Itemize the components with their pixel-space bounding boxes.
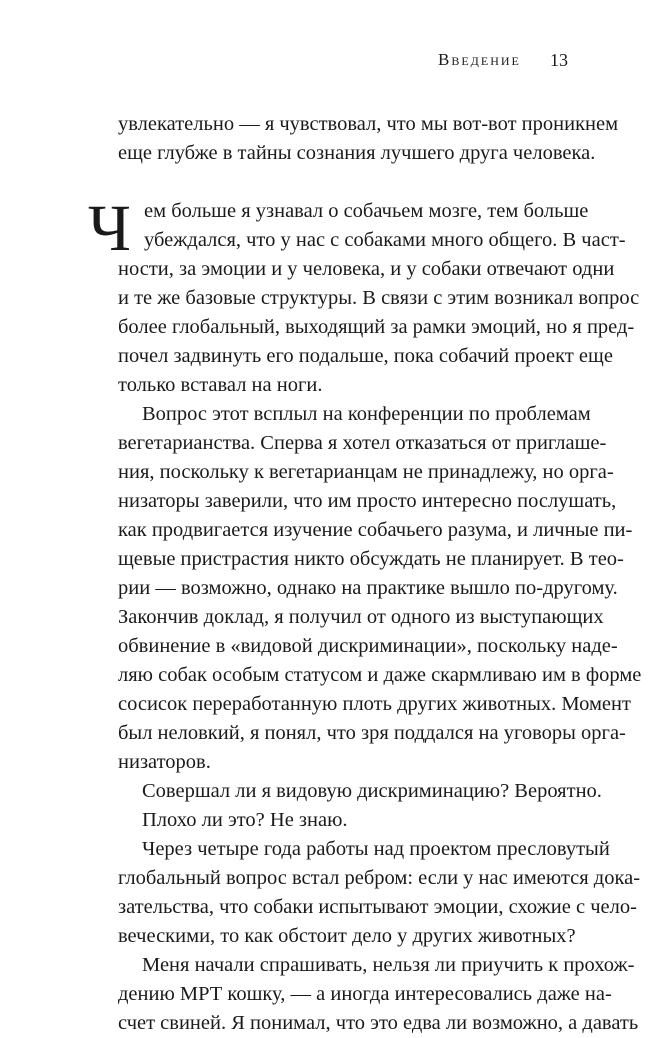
text-line: увлекательно — я чувствовал, что мы вот-вот проникнем [118, 113, 619, 135]
text-line: более глобальный, выходящий за рамки эмоций, но я пред- [118, 316, 635, 338]
paragraph-continuation [118, 110, 619, 168]
paragraph-dropcap [88, 192, 640, 400]
text-line: вегетарианства. Сперва я хотел отказаться от приглаше- [118, 432, 607, 454]
text-line: зательства, что собаки испытывают эмоции, схожие с чело- [118, 896, 637, 918]
text-line: Совершал ли я видовую дискриминацию? Вероятно. [142, 780, 602, 802]
text-line: Закончив доклад, я получил от одного из выступающих [118, 606, 604, 628]
text-line: ния, поскольку к вегетарианцам не принадлежу, но орга- [118, 461, 614, 483]
text-line: почел задвинуть его подальше, пока собачий проект еще [118, 345, 613, 367]
section-title: Введение [438, 50, 521, 69]
paragraph [118, 806, 568, 835]
paragraph [118, 400, 642, 777]
text-line: веческими, то как обстоит дело у других животных? [118, 925, 576, 947]
page-number: 13 [550, 50, 568, 70]
text-line: щевые пристрастия никто обсуждать не планирует. В тео- [118, 548, 624, 570]
text-line: Плохо ли это? Не знаю. [142, 809, 348, 831]
section-break [118, 168, 568, 197]
text-line: глобальный вопрос встал ребром: если у нас имеются дока- [118, 867, 641, 889]
paragraph [118, 835, 641, 951]
paragraph [118, 777, 602, 806]
text-line: ности, за эмоции и у человека, и у собаки отвечают одни [118, 258, 615, 280]
text-line: ем больше я узнавал о собачьем мозге, тем больше [144, 200, 589, 222]
paragraph [118, 951, 639, 1038]
text-line: обвинение в «видовой дискриминации», поскольку наде- [118, 635, 618, 657]
text-line: низаторов. [118, 751, 211, 773]
text-line: как продвигается изучение собачьего разума, и личные пи- [118, 519, 633, 541]
text-line: низаторы заверили, что им просто интересно послушать, [118, 490, 617, 512]
text-line: ляю собак особым статусом и даже скармливаю им в форме [118, 664, 642, 686]
running-head [438, 50, 568, 74]
text-line: рии — возможно, однако на практике вышло по-другому. [118, 577, 618, 599]
text-line: только вставал на ноги. [118, 374, 323, 396]
text-line: Вопрос этот всплыл на конференции по проблемам [142, 403, 591, 425]
text-line: Меня начали спрашивать, нельзя ли приучить к прохож- [142, 954, 635, 976]
text-line: был неловкий, я понял, что зря поддался на уговоры орга- [118, 722, 626, 744]
text-line: еще глубже в тайны сознания лучшего друга человека. [118, 142, 596, 164]
drop-cap: Ч [88, 192, 131, 265]
text-line: сосисок переработанную плоть других животных. Момент [118, 693, 631, 715]
text-line: Через четыре года работы над проектом пресловутый [142, 838, 610, 860]
text-line: убеждался, что у нас с собаками много общего. В част- [144, 229, 626, 251]
text-line: и те же базовые структуры. В связи с этим возникал вопрос [118, 287, 640, 309]
text-line: счет свиней. Я понимал, что это едва ли возможно, а давать [118, 1012, 639, 1034]
body-text [88, 110, 642, 1038]
text-line: дению МРТ кошку, — а иногда интересовались даже на- [118, 983, 612, 1005]
